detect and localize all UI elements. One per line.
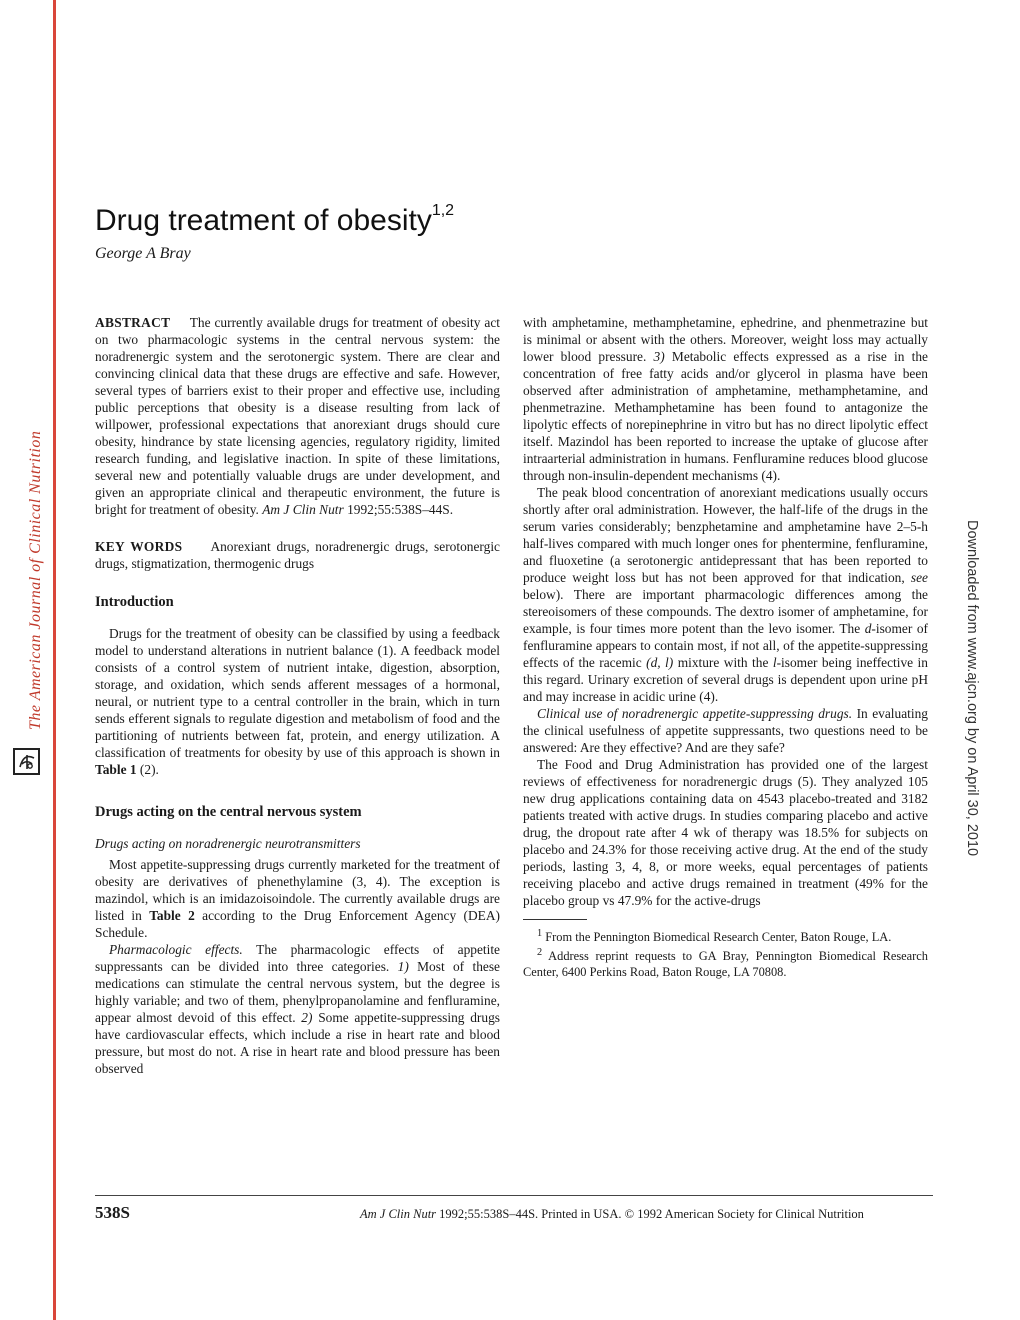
table-2-ref[interactable]: Table 2: [149, 908, 195, 923]
title-text: Drug treatment of obesity: [95, 204, 432, 237]
right-p2-text-f: -isomer being ineffective in this regard. Urinary excretion of several drugs is dependent upon urine pH and may increase in acidic urine (4).: [523, 655, 928, 704]
abstract-heading: ABSTRACT: [95, 315, 171, 330]
cns-paragraph-2: [95, 941, 500, 1077]
footnote-1-mark: 1: [537, 928, 543, 939]
article-title: [95, 204, 454, 238]
see-word: see: [910, 570, 928, 585]
dl-mixture: (d, l): [646, 655, 674, 670]
keywords-heading: KEY WORDS: [95, 539, 183, 554]
table-1-ref[interactable]: Table 1: [95, 762, 137, 777]
right-p2-text-c: -isomer of fenfluramine appears to contain most, if not all, of the appetite-suppressing effects of the racemic: [523, 621, 928, 670]
keywords-text: Anorexiant drugs, noradrenergic drugs, serotonergic drugs, stigmatization, thermogenic drugs: [95, 539, 500, 571]
intro-heading: Introduction: [95, 594, 174, 610]
cns-text: Most appetite-suppressing drugs currently marketed for the treatment of obesity are derivatives of phenethylamine (3, 4). The exception is mazindol, which is an imidazoisoindole. The currently available drugs are listed in: [95, 857, 500, 923]
keywords: [95, 538, 500, 572]
title-footnote-marks: 1,2: [431, 202, 455, 219]
footnote-1: [523, 926, 928, 945]
footer-journal: Am J Clin Nutr: [360, 1207, 437, 1221]
right-paragraph-4: The Food and Drug Administration has provided one of the largest reviews of effectiveness for noradrenergic drugs (5). They analyzed 105 new drug applications containing data on 4543 placebo-treated and 3182 patients treated with active drugs. In studies comparing placebo and active drug, the dropout rate after 4 wk of therapy was 18.5% for subjects on placebo and 24.3% for those receiving active drug. At the end of the study periods, lasting 3, 4, 8, or more weeks, equal percentages of patients receiving placebo and active drugs remained in treatment (49% for the placebo group vs 47.9% for the active-drugs: [523, 757, 928, 908]
download-note-text: Downloaded from www.ajcn.org by on April 30, 2010: [964, 520, 980, 857]
abstract-citation: 1992;55:538S–44S.: [347, 502, 454, 517]
right-p2-text-b: below). There are important pharmacologic differences among the stereoisomers of these compounds. The dextro isomer of amphetamine, for example, is four times more potent than the levo isomer. The: [523, 587, 928, 636]
right-p2-text: The peak blood concentration of anorexiant medications usually occurs shortly after oral administration. However, the half-life of the drugs in the serum varies considerably; benzphetamine and amphetamine have 2–5-h half-lives compared with much longer ones for phentermine, fenfluramine, and fluoxetine (a serotonergic antidepressant that has been reported to produce weight loss but has not been approved for that indication,: [523, 485, 928, 585]
item-2-marker: 2): [301, 1010, 313, 1025]
right-paragraph-3: [523, 705, 928, 756]
item-3-marker: 3): [653, 349, 665, 364]
right-p1-text-b: Metabolic effects expressed as a rise in the concentration of free fatty acids and/or glycerol in plasma have been observed after administration of amphetamine, methamphetamine, and phenmetrazine. Methamphetamine has been found to antagonize the lipolytic effects of norepinephrine in vitro but has no direct lipolytic effect itself. Mazindol has been reported to increase the uptake of glucose after intraarterial administration in humans. Fenfluramine reduces blood glucose through non-insulin-dependent mechanisms (4).: [523, 349, 928, 483]
footer-citation: [360, 1207, 864, 1222]
abstract-citation-journal: Am J Clin Nutr: [262, 502, 344, 517]
margin-rule: [53, 0, 56, 1320]
footer-rule: [95, 1195, 933, 1196]
footnote-2-text: Address reprint requests to GA Bray, Pennington Biomedical Research Center, 6400 Perkins Road, Baton Rouge, LA 70808.: [523, 949, 928, 980]
l-isomer: l: [772, 655, 777, 670]
pharmacologic-effects-lead: Pharmacologic effects.: [109, 942, 243, 957]
cns-p2-text: The pharmacologic effects of appetite suppressants can be divided into three categories.: [95, 942, 501, 974]
intro-text-end: (2).: [139, 762, 159, 777]
noradrenergic-subheading: Drugs acting on noradrenergic neurotransmitters: [95, 836, 361, 851]
right-column: [523, 314, 928, 980]
journal-name: The American Journal of Clinical Nutrition: [27, 430, 44, 730]
right-p2-text-e: mixture with the: [677, 655, 769, 670]
item-1-marker: 1): [397, 959, 409, 974]
right-p3-text: In evaluating the clinical usefulness of appetite suppressants, two questions need to be answered: Are they effective? And are they safe?: [523, 706, 928, 755]
d-isomer: d: [864, 621, 872, 636]
intro-paragraph: [95, 625, 500, 778]
footnote-1-text: From the Pennington Biomedical Research Center, Baton Rouge, LA.: [545, 930, 892, 945]
cns-p2-text-c: Some appetite-suppressing drugs have cardiovascular effects, which include a rise in heart rate and blood pressure, but most do not. A rise in heart rate and blood pressure has been observed: [95, 1010, 500, 1076]
footer-citation-text: 1992;55:538S–44S. Printed in USA. © 1992 American Society for Clinical Nutrition: [439, 1207, 864, 1221]
right-paragraph-1: [523, 314, 928, 484]
right-p1-text: with amphetamine, methamphetamine, ephedrine, and phenmetrazine but is minimal or absent with the others. Moreover, weight loss may actually lower blood pressure.: [523, 315, 928, 364]
abstract: [95, 314, 500, 518]
cns-p2-text-b: Most of these medications can stimulate the central nervous system, but the degree is highly variable; and two of them, phenylpropanolamine and fenfluramine, appear almost devoid of this effect.: [95, 959, 500, 1025]
intro-text: Drugs for the treatment of obesity can be classified by using a feedback model to understand alterations in nutrient balance (1). A feedback model consists of a control system of nutrient intake, digestion, absorption, storage, and oxidation, which sends afferent messages of a hormonal, neural, or nutrient type to a central controller in the brain, which in turn sends efferent signals to regulate digestion and metabolism of food and the partitioning of nutrients between fat, protein, and energy utilization. A classification of treatments for obesity by use of this approach is shown in: [95, 626, 500, 760]
cns-heading: Drugs acting on the central nervous system: [95, 804, 362, 820]
page-number: 538S: [95, 1203, 130, 1222]
footnote-2: [523, 945, 928, 980]
journal-seal-icon: [13, 748, 40, 775]
left-column: [95, 314, 500, 1077]
cns-text-end: according to the Drug Enforcement Agency (DEA) Schedule.: [95, 908, 500, 940]
abstract-body: The currently available drugs for treatment of obesity act on two pharmacologic systems in the central nervous system: the noradrenergic system and the serotonergic system. There are clear and convincing clinical data that these drugs are effective and safe. However, several types of barriers exist to their proper and effective use, including public perceptions that obesity is a disease resulting from lack of willpower, professional expectations that anorexiant drugs should cure obesity, hindrance by state licensing agencies, regulatory rigidity, limited research funding, and legislative inaction. In spite of these limitations, several new and potentially valuable drugs are under development, and given an appropriate clinical and therapeutic environment, the future is bright for treatment of obesity.: [95, 315, 500, 517]
clinical-use-lead: Clinical use of noradrenergic appetite-suppressing drugs.: [537, 706, 853, 721]
author: George A Bray: [95, 245, 191, 262]
right-paragraph-2: [523, 484, 928, 705]
footnote-2-mark: 2: [537, 947, 543, 959]
footnote-rule: [523, 919, 587, 920]
cns-paragraph-1: [95, 856, 500, 941]
